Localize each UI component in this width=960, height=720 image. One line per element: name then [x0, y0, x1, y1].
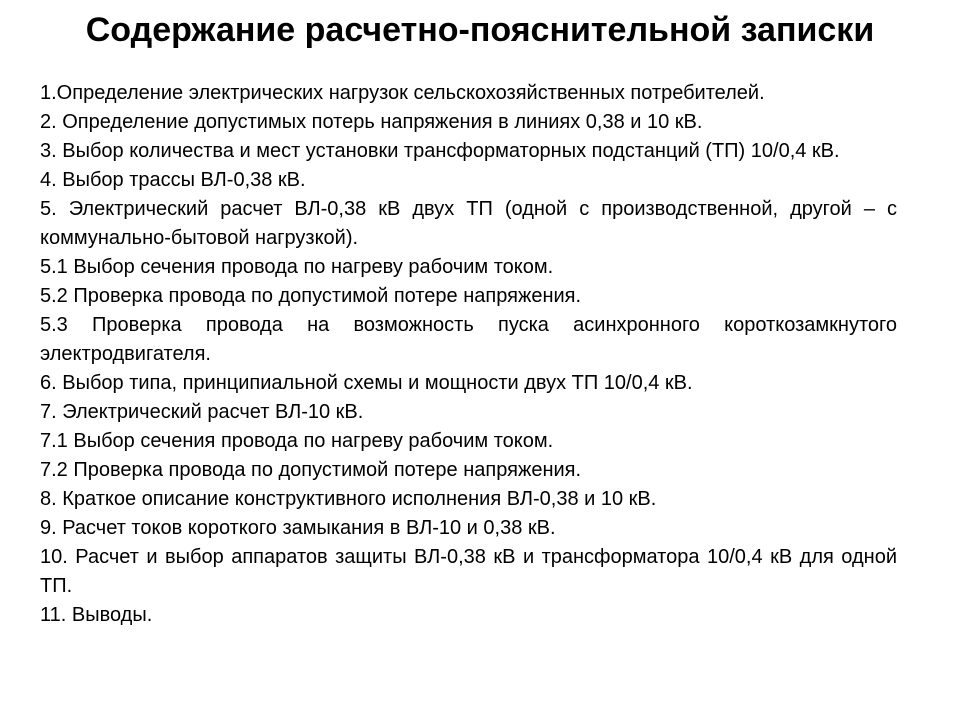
list-item: 11. Выводы.: [40, 604, 153, 626]
list-item: 6. Выбор типа, принципиальной схемы и мощности двух ТП 10/0,4 кВ.: [40, 372, 693, 394]
list-item: 8. Краткое описание конструктивного исполнения ВЛ-0,38 и 10 кВ.: [40, 488, 657, 510]
list-item: 5. Электрический расчет ВЛ-0,38 кВ двух ТП (одной с производственной, другой – с коммунально-бытовой нагрузкой).: [40, 198, 897, 249]
page-title: Содержание расчетно-пояснительной записки: [85, 11, 875, 49]
list-item: 7. Электрический расчет ВЛ-10 кВ.: [40, 401, 364, 423]
list-item: 4. Выбор трассы ВЛ-0,38 кВ.: [40, 169, 306, 191]
list-item: 5.1 Выбор сечения провода по нагреву рабочим током.: [40, 256, 554, 278]
list-item: 3. Выбор количества и мест установки трансформаторных подстанций (ТП) 10/0,4 кВ.: [40, 140, 840, 162]
contents-list: [40, 79, 897, 630]
list-item: 10. Расчет и выбор аппаратов защиты ВЛ-0,38 кВ и трансформатора 10/0,4 кВ для одной ТП.: [40, 546, 897, 597]
list-item: 2. Определение допустимых потерь напряжения в линиях 0,38 и 10 кВ.: [40, 111, 703, 133]
list-item: 5.2 Проверка провода по допустимой потере напряжения.: [40, 285, 582, 307]
list-item: 1.Определение электрических нагрузок сельскохозяйственных потребителей.: [40, 82, 765, 104]
list-item: 9. Расчет токов короткого замыкания в ВЛ-10 и 0,38 кВ.: [40, 517, 556, 539]
list-item: 7.2 Проверка провода по допустимой потере напряжения.: [40, 459, 582, 481]
list-item: 5.3 Проверка провода на возможность пуска асинхронного короткозамкнутого электродвигателя.: [40, 314, 897, 365]
list-item: 7.1 Выбор сечения провода по нагреву рабочим током.: [40, 430, 554, 452]
